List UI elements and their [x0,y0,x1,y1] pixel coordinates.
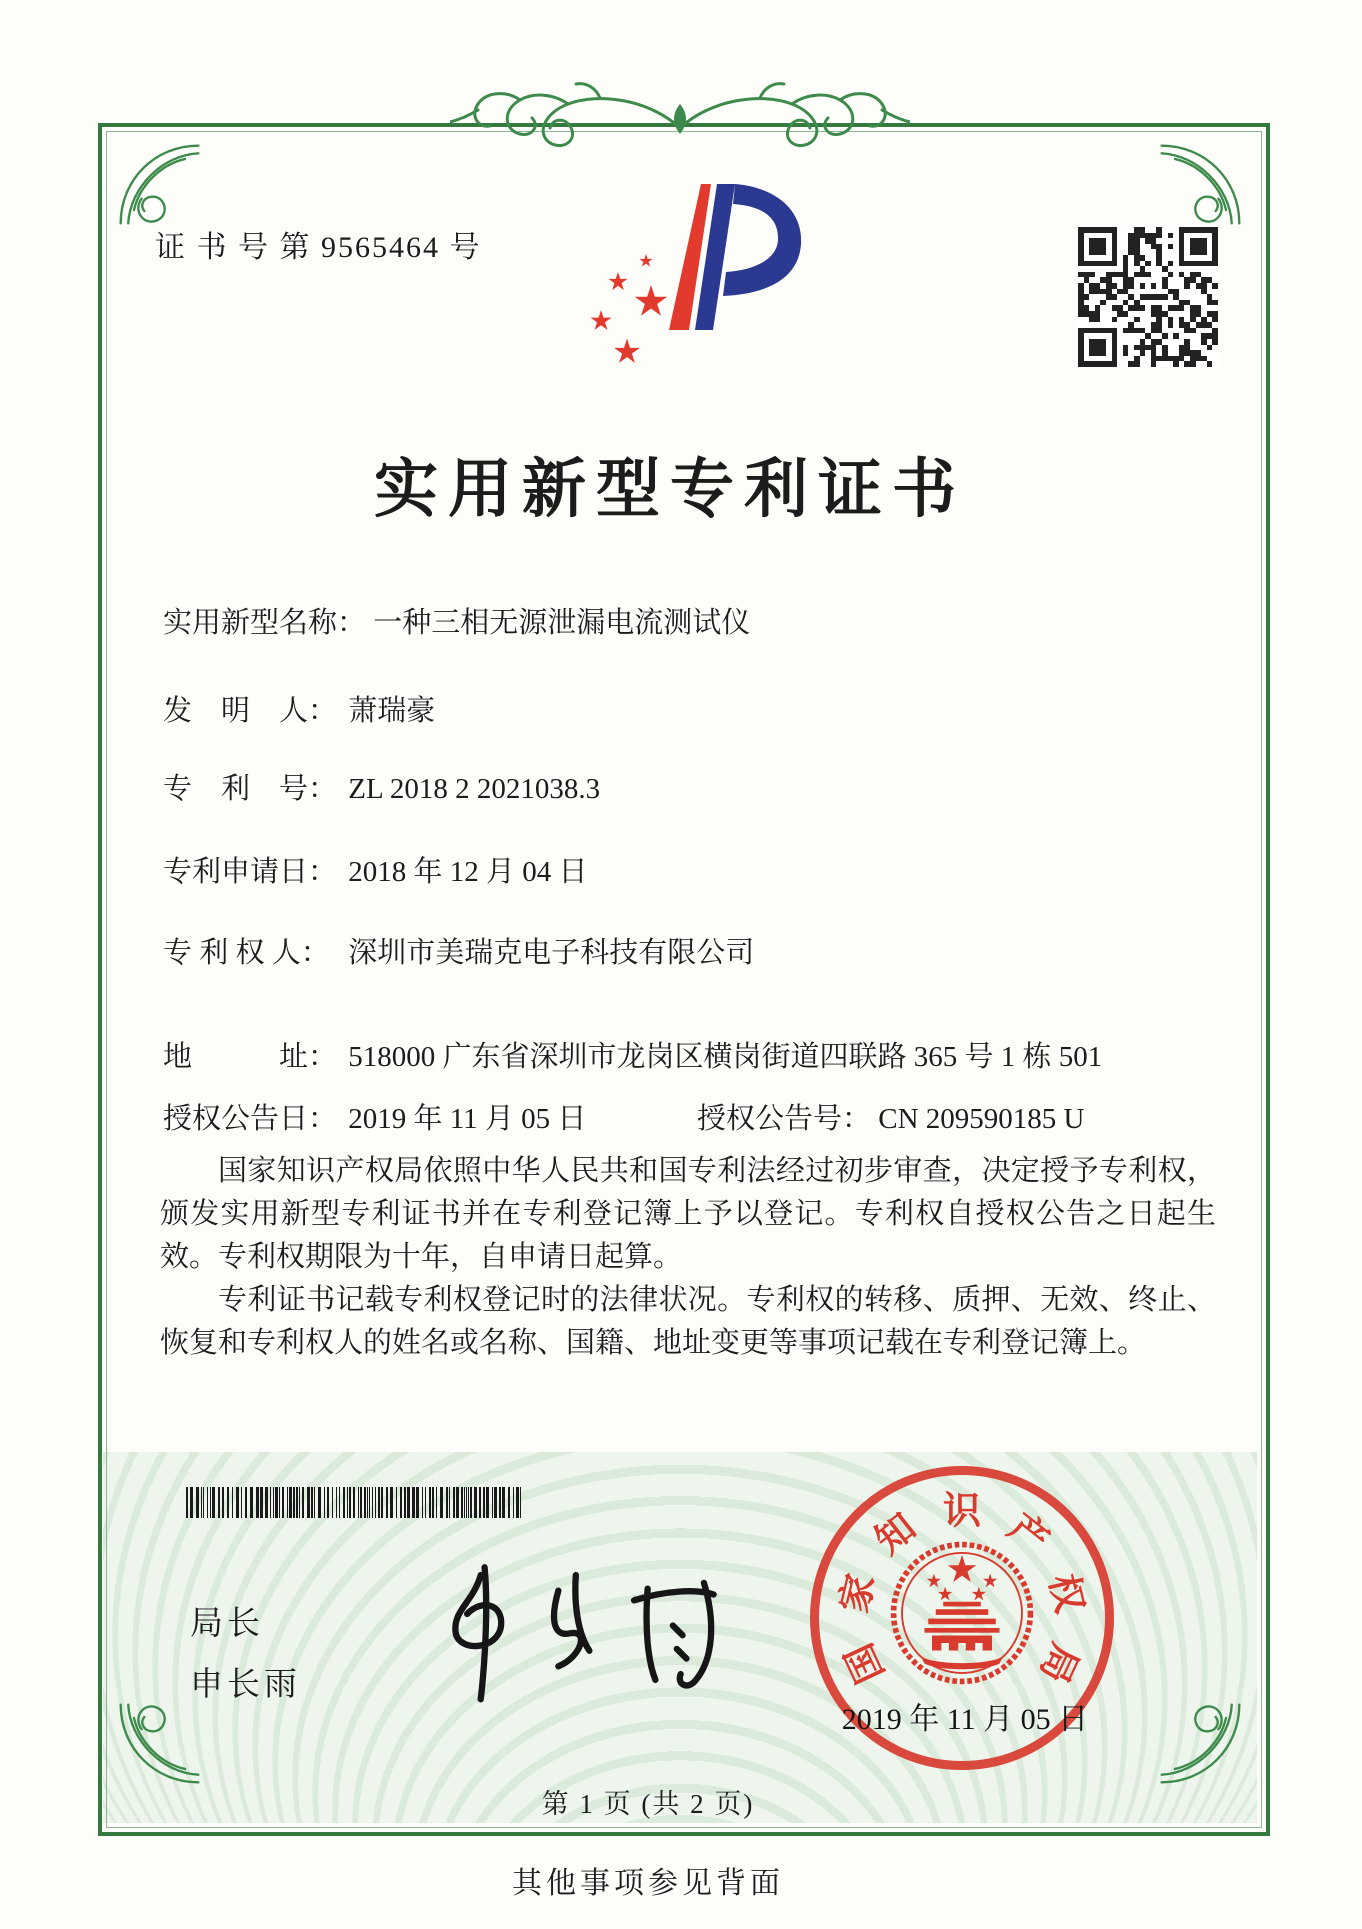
field-filing-date [163,849,588,890]
field-value: 一种三相无源泄漏电流测试仪 [373,607,751,639]
field-label: 专 利 权 人： [163,937,330,969]
field-value: 萧瑞豪 [348,695,436,727]
national-emblem-icon [887,1538,1037,1688]
field-label: 专 利 号： [163,773,338,805]
field-label: 发 明 人： [163,695,338,727]
legal-paragraph-2: 专利证书记载专利权登记时的法律状况。专利权的转移、质押、无效、终止、恢复和专利权人的姓名或名称、国籍、地址变更等事项记载在专利登记簿上。 [160,1284,1216,1359]
field-value: 518000 广东省深圳市龙岗区横岗街道四联路 365 号 1 栋 501 [348,1041,1103,1073]
legal-text-block [160,1150,1216,1365]
field-label: 授权公告日： [163,1103,338,1135]
page-number: 第 1 页 (共 2 页) [541,1789,755,1819]
field-label: 实用新型名称： [163,607,367,639]
signer-title: 局长 [190,1606,264,1642]
field-inventor [163,688,435,729]
field-label: 专利申请日： [163,856,338,888]
signer-name: 申长雨 [190,1667,301,1703]
seal-date: 2019 年 11 月 05 日 [841,1703,1089,1736]
field-grant-date [163,1096,586,1137]
certificate-number: 证 书 号 第 9565464 号 [155,231,482,264]
field-patentee [163,930,754,971]
field-utility-model-name [163,600,750,641]
corner-flourish-top-right-icon [1155,140,1245,230]
cnipa-patent-logo-icon [585,180,815,365]
field-value: ZL 2018 2 2021038.3 [348,773,601,805]
field-label: 授权公告号： [697,1103,872,1135]
qr-code [1078,227,1218,367]
top-flourish-ornament [450,70,910,174]
field-address [163,1034,1102,1075]
field-value: 2019 年 11 月 05 日 [348,1103,587,1135]
field-value: CN 209590185 U [878,1103,1085,1135]
field-patent-number [163,766,600,807]
official-seal: 国 家 知 识 产 权 局 [810,1466,1114,1770]
certificate-title: 实用新型专利证书 [374,454,966,525]
director-signature [405,1540,735,1715]
barcode [186,1487,528,1518]
corner-flourish-top-left-icon [115,140,205,230]
field-value: 深圳市美瑞克电子科技有限公司 [348,937,755,969]
field-label: 地 址： [163,1041,338,1073]
legal-paragraph-1: 国家知识产权局依照中华人民共和国专利法经过初步审查，决定授予专利权，颁发实用新型专利证书并在专利登记簿上予以登记。专利权自授权公告之日起生效。专利权期限为十年，自申请日起算。 [160,1155,1216,1273]
back-side-note: 其他事项参见背面 [512,1867,784,1900]
field-grant-number [697,1096,1085,1137]
field-value: 2018 年 12 月 04 日 [348,856,588,888]
